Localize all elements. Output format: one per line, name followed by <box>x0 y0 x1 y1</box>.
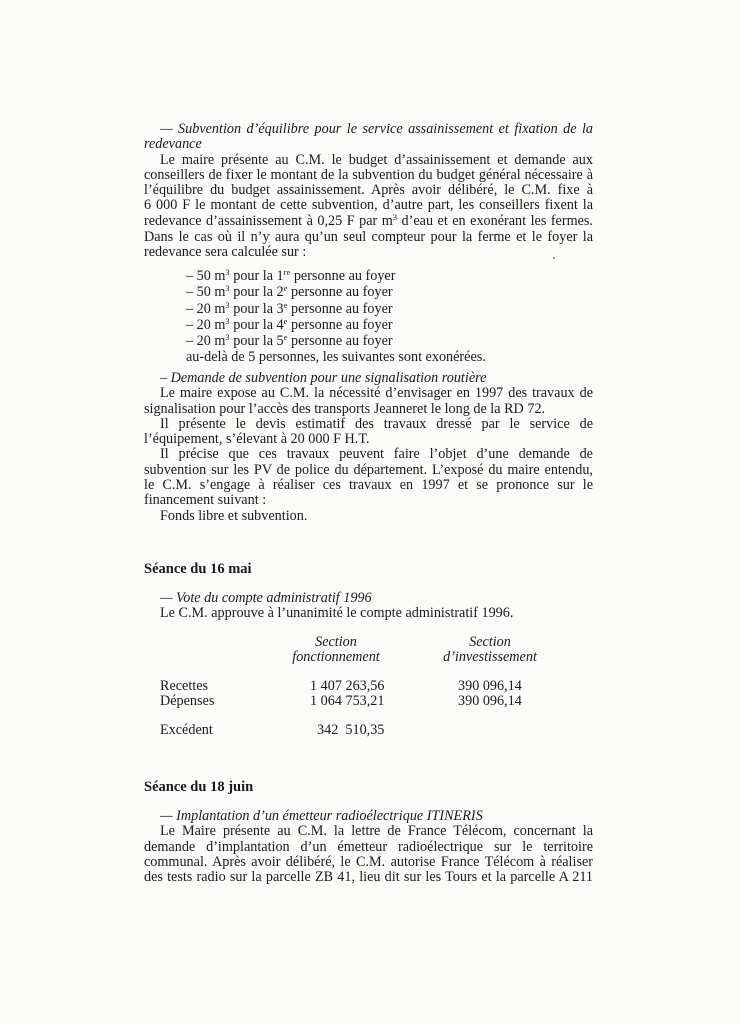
paragraph-line: conseillers de fixer le montant de la subvention du budget général nécessaire à <box>144 166 593 183</box>
table-cell: 1 064 753,21 <box>310 693 385 709</box>
section-title-assainissement: — Subvention d’équilibre pour le service assainissement et fixation de la <box>160 121 593 137</box>
paragraph-line: Il précise que ces travaux peuvent faire l’objet d’une demande de <box>160 446 593 463</box>
redevance-text: redevance d’assainissement à 0,25 F par m <box>144 212 393 229</box>
paragraph-line: Le maire expose au C.M. la nécessité d’envisager en 1997 des travaux de <box>160 385 593 402</box>
table-row-label: Recettes <box>160 678 209 694</box>
paragraph-line: l’équipement, s’élevant à 20 000 F H.T. <box>144 431 370 448</box>
section-title-itineris: — Implantation d’un émetteur radioélectrique ITINERIS <box>160 808 483 824</box>
paragraph-line: Dans le cas où il n’y aura qu’un seul compteur pour la ferme et le foyer la <box>144 229 593 246</box>
list-item: – 20 $m^3$ pour la 5e personne au foyer <box>186 332 393 350</box>
section-assainissement <box>144 122 593 261</box>
redevance-text-end: d’eau et en exonérant les fermes. <box>397 212 593 229</box>
paragraph-line: Le C.M. approuve à l’unanimité le compte administratif 1996. <box>160 605 514 622</box>
section-title-continuation: redevance <box>144 136 202 153</box>
list-item: – 20 $m^3$ pour la 3e personne au foyer <box>186 299 393 317</box>
paper-speck <box>553 257 555 259</box>
list-item: – 50 $m^3$ pour la 1re personne au foyer <box>186 267 396 284</box>
paragraph-line: Fonds libre et subvention. <box>160 507 308 524</box>
paragraph-line: demande d’implantation d’un émetteur radioélectrique sur le territoire <box>144 838 593 855</box>
paragraph-line: signalisation pour l’accès des transports Jeanneret le long de la RD 72. <box>144 400 546 417</box>
paragraph-line: redevance sera calculée sur : <box>144 244 307 261</box>
paragraph-line: Le maire présente au C.M. le budget d’assainissement et demande aux <box>160 151 593 168</box>
paragraph-line-redevance <box>144 211 593 230</box>
excedent-value: 342 510,35 <box>317 722 385 738</box>
paragraph-line: 6 000 F le montant de cette subvention, d’autre part, les conseillers fixent la <box>144 197 593 214</box>
list-end: au-delà de 5 personnes, les suivantes sont exonérées. <box>186 349 486 366</box>
paragraph-line: communal. Après avoir délibéré, le C.M. autorise France Télécom à réaliser <box>144 853 593 870</box>
paragraph-line: subvention sur les PV de police du département. L’exposé du maire entendu, <box>144 461 593 478</box>
table-cell: 1 407 263,56 <box>310 678 385 694</box>
superscript: 3 <box>392 211 398 222</box>
paragraph-line: financement suivant : <box>144 492 267 509</box>
section-itineris <box>144 809 593 885</box>
table-row-label: Dépenses <box>160 693 215 709</box>
paragraph-line: Il présente le devis estimatif des travaux dressé par le service de <box>160 415 593 432</box>
heading-seance-18-juin: Séance du 18 juin <box>144 779 254 795</box>
table-cell: 390 096,14 <box>458 678 522 694</box>
section-compte-administratif <box>144 591 593 622</box>
paragraph-line: Le Maire présente au C.M. la lettre de France Télécom, concernant la <box>160 823 593 840</box>
table-header-fonctionnement: Section fonctionnement <box>292 634 380 666</box>
table-header-investissement: Section d’investissement <box>443 634 537 666</box>
section-title-signalisation: – Demande de subvention pour une signalisation routière <box>160 370 487 386</box>
heading-seance-16-mai: Séance du 16 mai <box>144 561 252 577</box>
list-item: – 50 $m^3$ pour la 2e personne au foyer <box>186 283 393 301</box>
table-cell: 390 096,14 <box>458 693 522 709</box>
section-title-compte: — Vote du compte administratif 1996 <box>160 590 372 606</box>
paragraph-line: le C.M. s’engage à réaliser ces travaux en 1997 et se prononce sur le <box>144 477 593 494</box>
redevance-list <box>144 269 593 366</box>
paragraph-line: l’équilibre du budget assainissement. Après avoir délibéré, le C.M. fixe à <box>144 182 593 199</box>
list-item: – 20 $m^3$ pour la 4e personne au foyer <box>186 315 393 333</box>
section-signalisation <box>144 371 593 524</box>
excedent-label: Excédent <box>160 722 213 738</box>
paragraph-line: des tests radio sur la parcelle ZB 41, lieu dit sur les Tours et la parcelle A 211 <box>144 869 593 886</box>
